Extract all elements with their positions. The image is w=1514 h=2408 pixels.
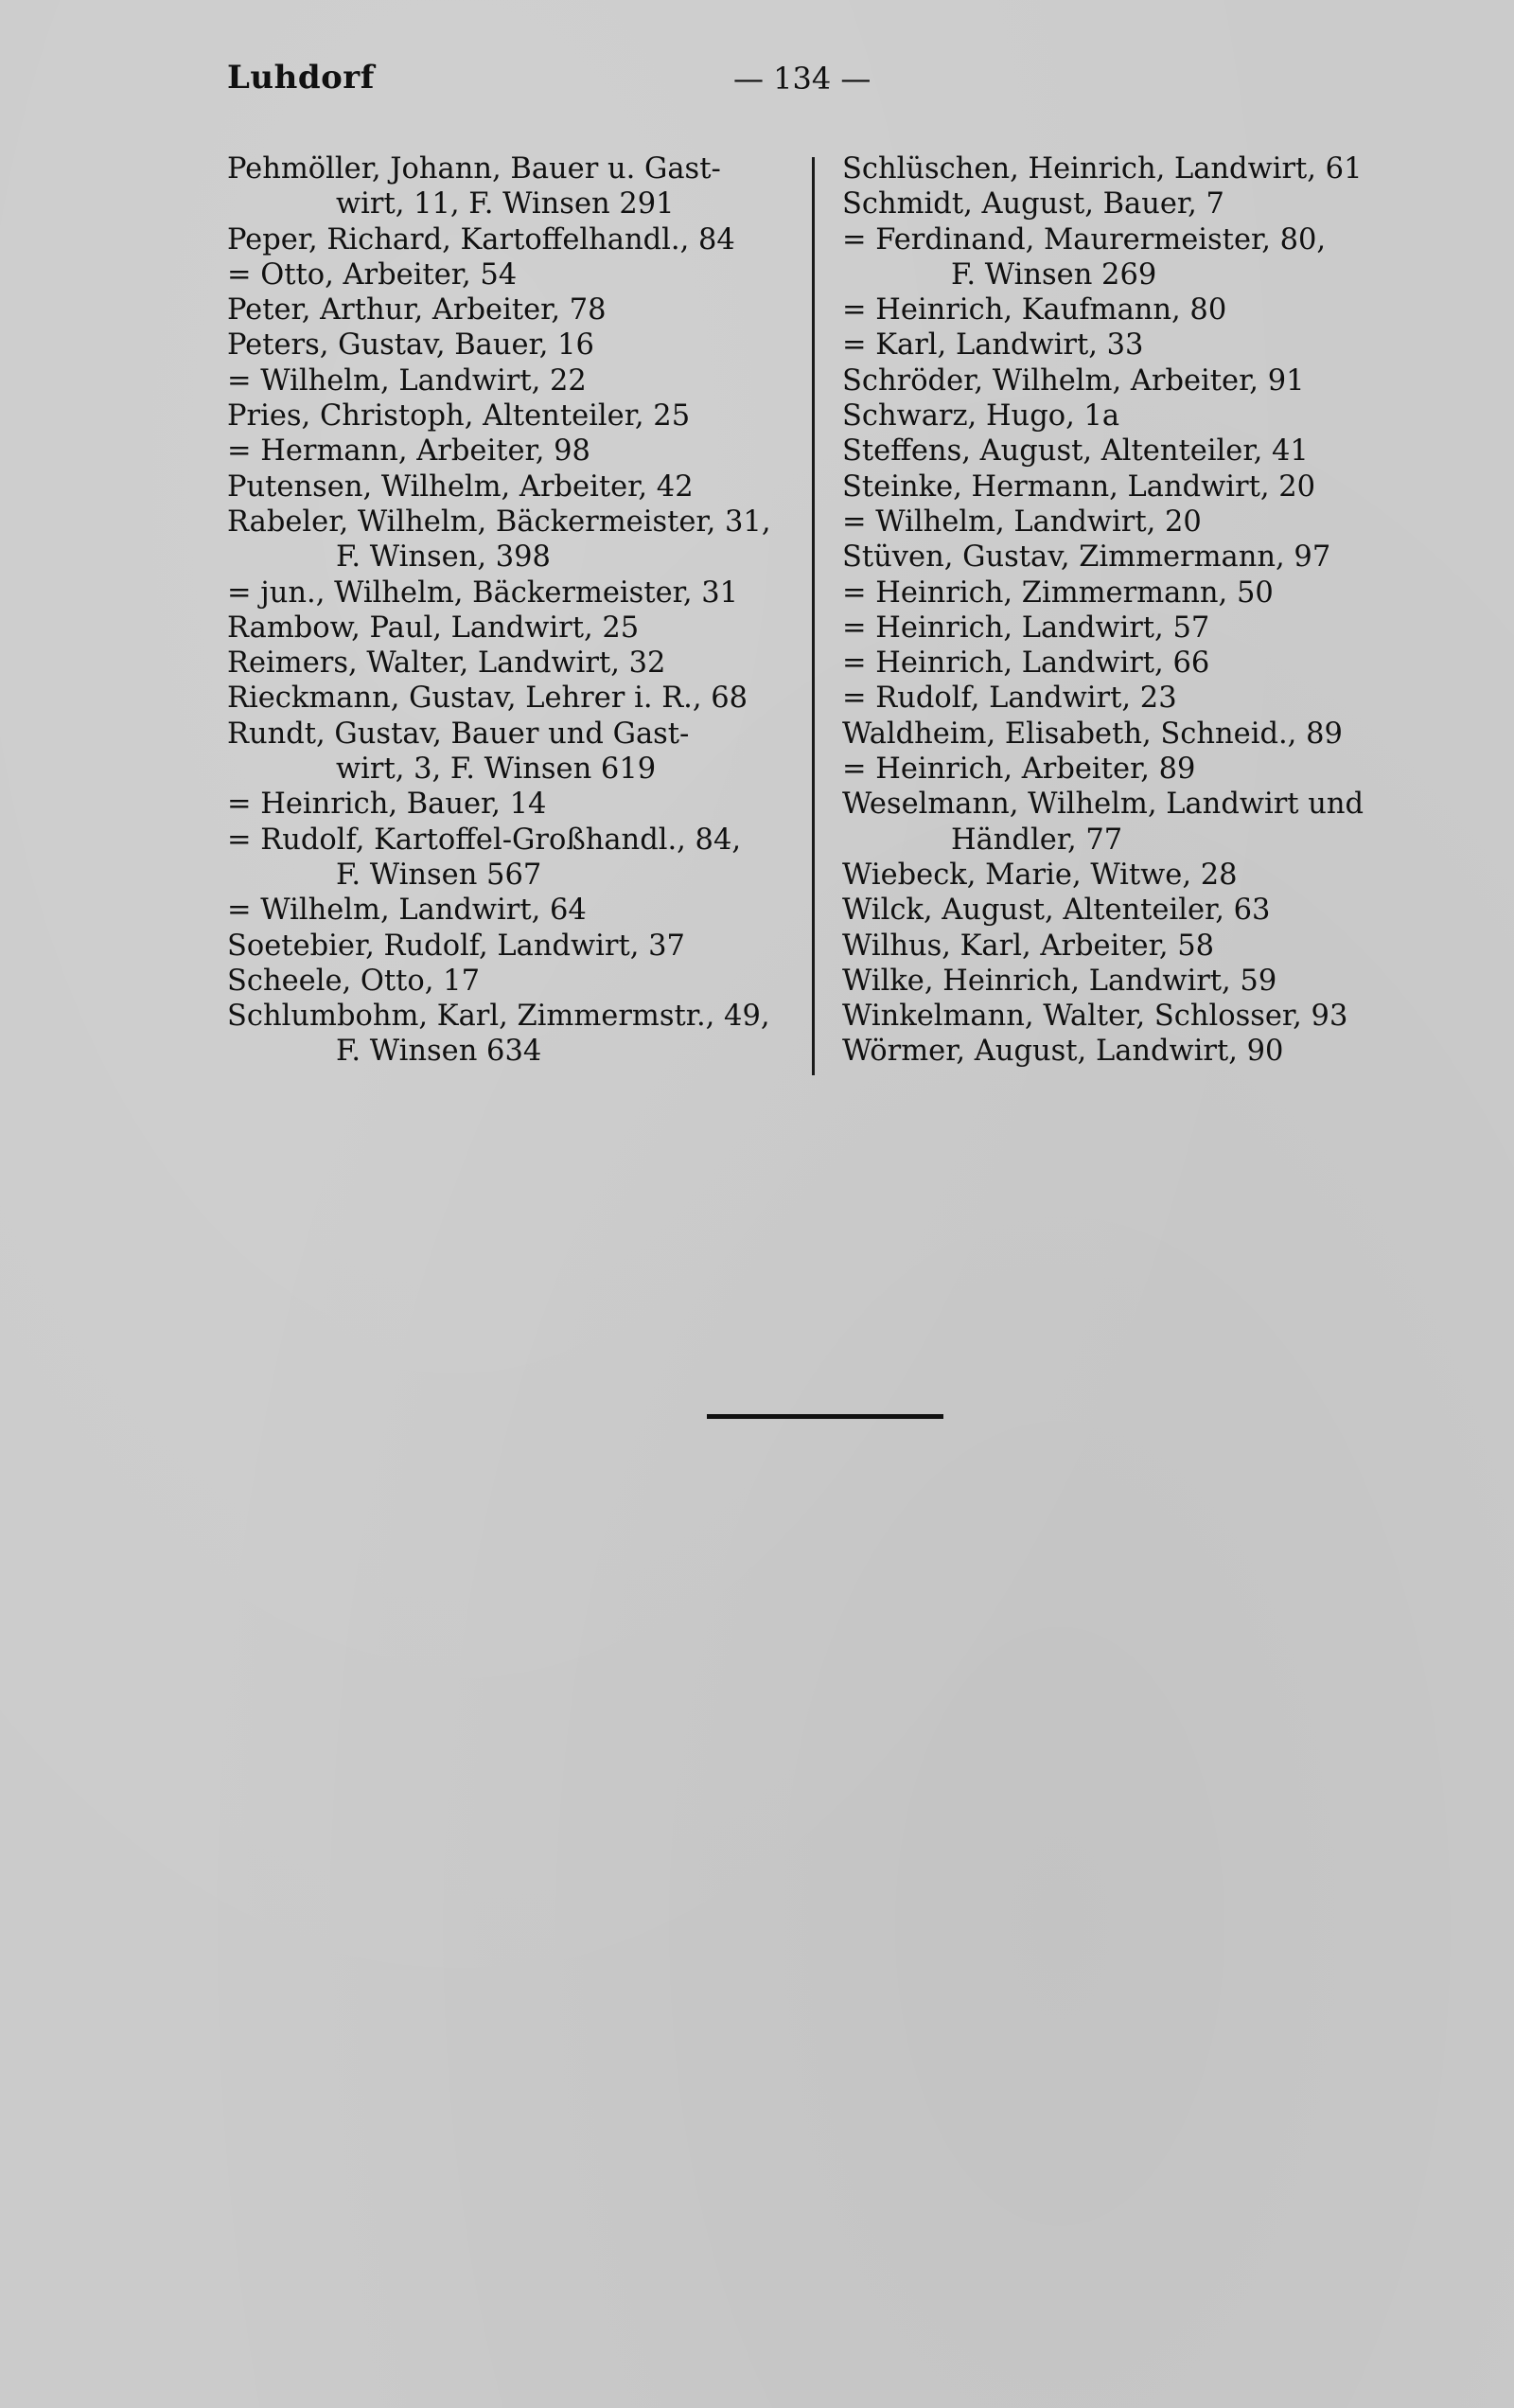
entry-continuation: F. Winsen 567 (336, 858, 542, 892)
directory-entry: = Heinrich, Bauer, 14 (227, 788, 547, 822)
directory-entry: Soetebier, Rudolf, Landwirt, 37 (227, 929, 685, 963)
directory-entry: Pries, Christoph, Altenteiler, 25 (227, 399, 691, 434)
directory-entry: Peters, Gustav, Bauer, 16 (227, 328, 594, 363)
entry-continuation: F. Winsen 634 (336, 1035, 542, 1069)
directory-entry: Wiebeck, Marie, Witwe, 28 (842, 858, 1238, 892)
directory-entry: Peper, Richard, Kartoffelhandl., 84 (227, 222, 735, 257)
entry-continuation: Händler, 77 (951, 823, 1123, 857)
left-column (227, 151, 800, 1070)
directory-entry: = Rudolf, Landwirt, 23 (842, 682, 1177, 716)
directory-entry: Rabeler, Wilhelm, Bäckermeister, 31, (227, 505, 771, 539)
directory-entry: Schlüschen, Heinrich, Landwirt, 61 (842, 152, 1363, 186)
directory-entry: Wörmer, August, Landwirt, 90 (842, 1035, 1284, 1069)
directory-entry: Schröder, Wilhelm, Arbeiter, 91 (842, 363, 1305, 398)
page-number: — 134 — (733, 61, 871, 97)
directory-entry: Peter, Arthur, Arbeiter, 78 (227, 293, 607, 328)
directory-entry: Rundt, Gustav, Bauer und Gast- (227, 717, 690, 751)
directory-entry: Rieckmann, Gustav, Lehrer i. R., 68 (227, 682, 748, 716)
directory-entry: Schwarz, Hugo, 1a (842, 399, 1120, 434)
entry-continuation: wirt, 3, F. Winsen 619 (336, 752, 657, 787)
directory-entry: = Karl, Landwirt, 33 (842, 328, 1144, 363)
directory-entry: Steffens, August, Altenteiler, 41 (842, 434, 1309, 469)
directory-entry: Putensen, Wilhelm, Arbeiter, 42 (227, 469, 694, 504)
directory-entry: = Heinrich, Landwirt, 66 (842, 646, 1210, 681)
directory-entry: Reimers, Walter, Landwirt, 32 (227, 646, 666, 681)
directory-entry: Wilhus, Karl, Arbeiter, 58 (842, 929, 1215, 963)
entry-continuation: F. Winsen, 398 (336, 540, 551, 575)
directory-entry: Scheele, Otto, 17 (227, 964, 480, 998)
directory-entry: Pehmöller, Johann, Bauer u. Gast- (227, 152, 721, 186)
directory-entry: = Wilhelm, Landwirt, 20 (842, 505, 1202, 539)
entry-continuation: F. Winsen 269 (951, 257, 1157, 292)
running-head (227, 59, 1287, 106)
directory-entry: = jun., Wilhelm, Bäckermeister, 31 (227, 575, 739, 610)
right-column (842, 151, 1415, 1070)
directory-entry: = Wilhelm, Landwirt, 64 (227, 894, 587, 928)
directory-entry: = Hermann, Arbeiter, 98 (227, 434, 590, 469)
entry-continuation: wirt, 11, F. Winsen 291 (336, 187, 675, 221)
directory-entry: Rambow, Paul, Landwirt, 25 (227, 611, 640, 645)
directory-entry: = Ferdinand, Maurermeister, 80, (842, 222, 1327, 257)
column-divider (812, 157, 815, 1075)
directory-entry: Schmidt, August, Bauer, 7 (842, 187, 1224, 221)
end-rule (707, 1414, 943, 1419)
directory-entry: = Heinrich, Arbeiter, 89 (842, 752, 1196, 787)
directory-entry: = Heinrich, Landwirt, 57 (842, 611, 1210, 645)
directory-entry: Weselmann, Wilhelm, Landwirt und (842, 788, 1364, 822)
place-heading: Luhdorf (227, 59, 375, 97)
directory-entry: Stüven, Gustav, Zimmermann, 97 (842, 540, 1331, 575)
directory-entry: Wilck, August, Altenteiler, 63 (842, 894, 1271, 928)
directory-entry: = Wilhelm, Landwirt, 22 (227, 363, 587, 398)
directory-entry: Schlumbohm, Karl, Zimmermstr., 49, (227, 1000, 770, 1034)
directory-entry: = Rudolf, Kartoffel-Großhandl., 84, (227, 823, 742, 857)
directory-entry: = Heinrich, Kaufmann, 80 (842, 293, 1227, 328)
directory-entry: = Heinrich, Zimmermann, 50 (842, 575, 1274, 610)
directory-entry: Winkelmann, Walter, Schlosser, 93 (842, 1000, 1348, 1034)
directory-entry: Wilke, Heinrich, Landwirt, 59 (842, 964, 1277, 998)
directory-entry: Steinke, Hermann, Landwirt, 20 (842, 469, 1316, 504)
directory-entry: = Otto, Arbeiter, 54 (227, 257, 518, 292)
directory-entry: Waldheim, Elisabeth, Schneid., 89 (842, 717, 1343, 751)
